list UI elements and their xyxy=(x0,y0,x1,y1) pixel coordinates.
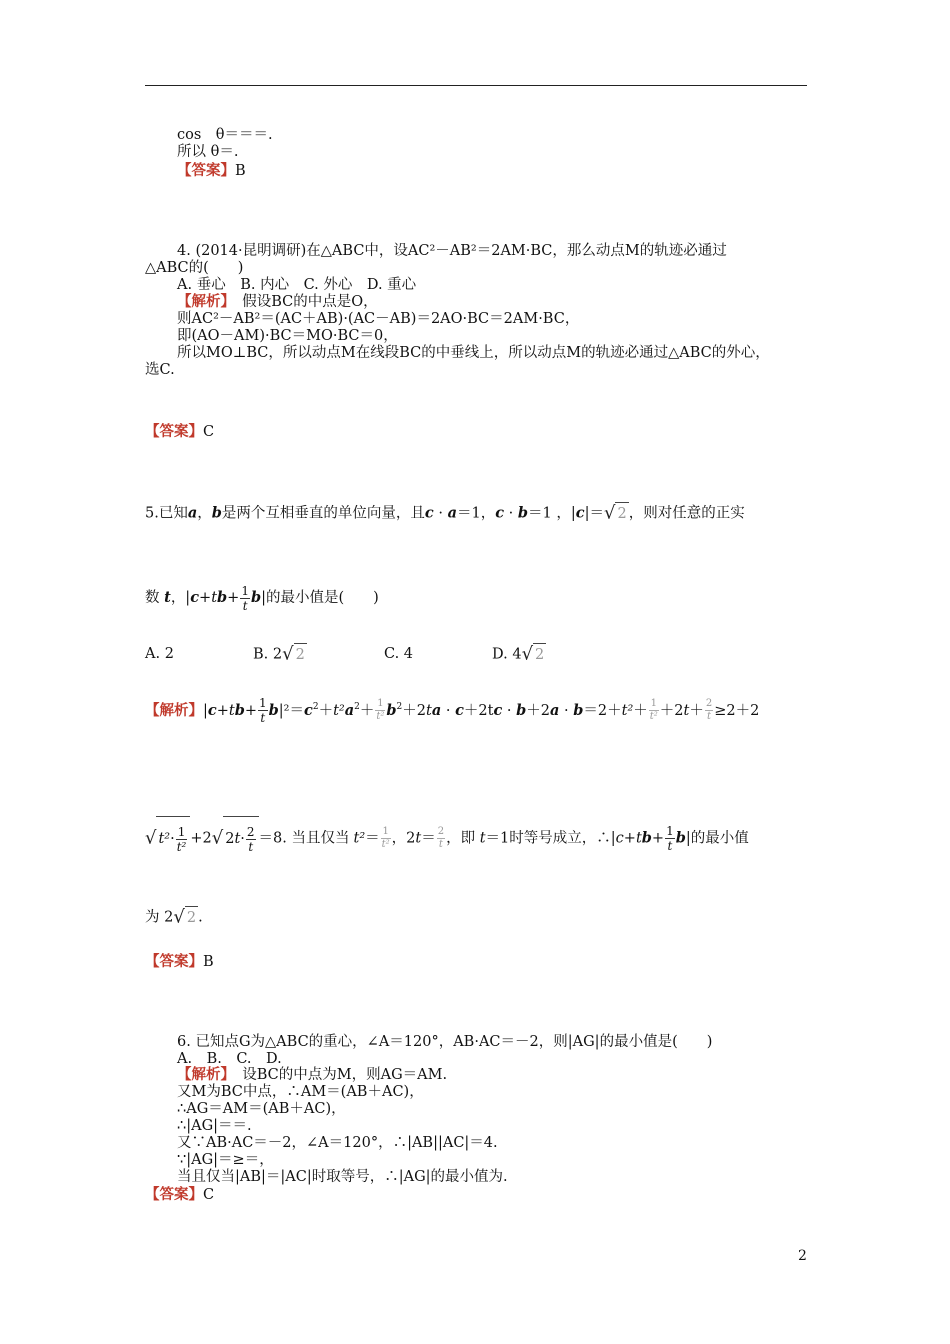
frac-den: t xyxy=(707,711,712,723)
sol-text: ≥2＋2 xyxy=(714,702,760,719)
sol-text: +2 xyxy=(190,830,212,847)
sol-text: ＋2 xyxy=(402,702,426,719)
q6-answer xyxy=(145,1186,214,1204)
t-squared: t² xyxy=(353,830,366,847)
plus-op: + xyxy=(227,590,240,606)
dot-op: · xyxy=(441,702,456,719)
answer-tag: 【答案】 xyxy=(177,162,235,179)
var-t: t xyxy=(683,702,690,719)
sol-text: ＋2 xyxy=(659,702,684,719)
q6-analysis-4: ∴|AG|＝＝. xyxy=(177,1118,252,1134)
vec-a: a xyxy=(447,504,457,522)
vec-c: c xyxy=(455,701,464,719)
coef: 2 xyxy=(225,831,235,847)
frac-num: 1 xyxy=(259,696,267,711)
answer-tag: 【答案】 xyxy=(145,953,203,970)
q6-analysis-5: 又∵AB·AC＝－2，∠A＝120°，∴|AB||AC|＝4. xyxy=(177,1135,498,1151)
vec-c: c xyxy=(493,701,503,719)
q5-text: ＝1 ，| xyxy=(528,505,576,522)
q4-options: A. 垂心 B. 内心 C. 外心 D. 重心 xyxy=(177,277,417,293)
q6-analysis-6: ∵|AG|＝≥＝， xyxy=(177,1152,274,1168)
answer-tag: 【答案】 xyxy=(145,423,203,440)
fraction-1-over-t xyxy=(665,824,675,853)
fraction-1-over-t2 xyxy=(176,825,188,854)
vec-b: b xyxy=(250,589,262,606)
q6-analysis-text-1: 设BC的中点为M，则AG＝AM. xyxy=(227,1067,448,1083)
q4-analysis-3: 即(AO－AM)·BC＝MO·BC＝0， xyxy=(177,328,398,344)
sol-text: ，即 xyxy=(446,830,480,847)
sol-text: 为 2 xyxy=(145,909,174,926)
analysis-tag: 【解析】 xyxy=(177,293,228,310)
var-t: t xyxy=(479,830,486,847)
q5-text: ＝1， xyxy=(456,505,496,522)
var-t: t xyxy=(426,702,432,719)
prev-cos-line: cos θ＝＝＝. xyxy=(177,127,273,143)
vec-b: b xyxy=(217,589,228,606)
page-number: 2 xyxy=(798,1248,807,1264)
frac-den: t² xyxy=(376,711,385,723)
sol-text: |的最小值 xyxy=(685,830,749,847)
answer-tag: 【答案】 xyxy=(145,1186,203,1203)
dot-op: · xyxy=(559,702,574,719)
vec-b: b xyxy=(573,701,584,719)
q5-stem-line2 xyxy=(145,580,379,616)
prev-answer xyxy=(177,162,246,180)
q5-text: 5.已知 xyxy=(145,505,188,522)
frac-den: t xyxy=(242,598,248,613)
sol-text: ＝8. 当且仅当 xyxy=(258,830,350,847)
vec-b: b xyxy=(641,829,652,847)
q4-analysis-1 xyxy=(177,293,378,311)
var-t: t xyxy=(164,589,171,606)
frac-num: 1 xyxy=(650,698,657,710)
var-t: t xyxy=(415,830,422,847)
var-t: t xyxy=(234,831,241,847)
sol-text: ＋ xyxy=(689,702,704,719)
var-t: t xyxy=(211,590,218,606)
q5-text: |的最小值是( ) xyxy=(261,590,379,606)
q4-answer xyxy=(145,423,214,441)
t-squared: t² xyxy=(621,702,634,719)
sol-text: ＝2＋ xyxy=(583,702,622,719)
var-t: t xyxy=(228,702,235,719)
q5-text: ， xyxy=(197,505,212,522)
var-t: t xyxy=(635,830,642,847)
header-rule xyxy=(145,85,807,86)
sol-text: |²＝ xyxy=(278,702,304,719)
frac-num: 1 xyxy=(241,583,249,598)
sqrt-radicand: 2 xyxy=(533,643,546,666)
answer-value: B xyxy=(235,163,246,179)
fraction-1-over-t xyxy=(240,584,250,613)
q5-solution-line1: 【解析】|c+tb+ $\frac{1}{t}$ $b|^2=c^2+t^2a^2+$ $\frac{1}{\text{t²}}$ $b^2+2ta \cdot c+2tc \cdot b+2a \cdot b=2+t^2+$ $\frac{1}{\text{t²}}$ ＋2t＋ $\frac{2}{t}$ ≥2＋2 xyxy=(145,696,760,726)
frac-den: t xyxy=(667,839,673,853)
frac-den: t² xyxy=(176,839,187,854)
q5-text: ，则对任意的正实 xyxy=(628,505,745,522)
plus-op: + xyxy=(651,830,665,847)
sol-text: ，2 xyxy=(391,830,416,847)
frac-num: 2 xyxy=(705,698,713,710)
q5-text: 数 xyxy=(145,590,165,606)
vec-a: a xyxy=(344,701,355,719)
q5-solution-line3 xyxy=(145,906,203,929)
sol-text: ＝ xyxy=(421,830,436,847)
vec-c: c xyxy=(575,504,585,522)
vec-b: b xyxy=(516,701,527,719)
q5-option-b xyxy=(253,643,307,666)
sqrt-radicand: 2 xyxy=(294,643,307,666)
dot-op: · xyxy=(240,831,245,847)
sqrt-2: √ 2 xyxy=(521,643,545,665)
q5-stem-line1 xyxy=(145,502,745,525)
q4-stem-line2: △ABC的( ) xyxy=(145,260,244,276)
q6-analysis-2: 又M为BC中点，∴AM＝(AB＋AC)， xyxy=(177,1084,424,1100)
q5-text: |＝ xyxy=(584,505,604,522)
fraction-2-over-t xyxy=(437,826,445,851)
sqrt-radicand: 2 xyxy=(615,502,628,525)
vec-b: b xyxy=(675,829,686,847)
fraction-1-over-t2 xyxy=(381,826,391,851)
sol-text: ＝1时等号成立，∴| xyxy=(485,830,616,847)
plus-op: + xyxy=(244,702,258,719)
sqrt-t2-times-1-over-t2: √ t²· $\frac{1}{\text{t²}}$ xyxy=(145,816,190,861)
fraction-1-over-t2 xyxy=(375,698,385,723)
plus-op: + xyxy=(623,830,636,847)
frac-num: 2 xyxy=(246,824,255,839)
q4-analysis-4: 所以MO⊥BC，所以动点M在线段BC的中垂线上，所以动点M的轨迹必通过△ABC的外心， xyxy=(177,345,770,361)
frac-den: t xyxy=(260,711,266,726)
dot-op: · xyxy=(502,702,517,719)
sol-text: ＋ xyxy=(359,702,375,719)
answer-value: B xyxy=(203,954,214,970)
vec-c: c xyxy=(304,701,313,719)
vec-c: c xyxy=(495,504,505,522)
vec-c: c xyxy=(190,589,200,606)
frac-num: 1 xyxy=(666,824,674,838)
prev-so-line: 所以 θ＝. xyxy=(177,144,239,160)
q6-stem: 6. 已知点G为△ABC的重心，∠A＝120°，AB·AC＝－2，则|AG|的最小值是( ) xyxy=(177,1034,713,1050)
frac-den: t xyxy=(248,839,254,854)
q5-text: 是两个互相垂直的单位向量，且 xyxy=(221,505,425,522)
sqrt-radicand: 2 xyxy=(185,906,198,929)
answer-value: C xyxy=(203,424,215,440)
option-text: B. 2 xyxy=(253,646,283,663)
fraction-1-over-t2 xyxy=(649,698,659,723)
frac-num: 1 xyxy=(177,824,186,839)
vec-b: b xyxy=(234,701,245,719)
q5-option-a: A. 2 xyxy=(145,646,174,662)
vec-a: a xyxy=(550,701,560,719)
frac-num: 1 xyxy=(382,826,389,837)
frac-num: 2 xyxy=(437,826,445,837)
q6-analysis-1 xyxy=(177,1066,447,1084)
frac-den: t² xyxy=(649,711,658,723)
q4-analysis-text-1: 假设BC的中点是O， xyxy=(227,294,378,310)
q5-solution-line2 xyxy=(145,816,749,861)
frac-num: 1 xyxy=(377,698,384,710)
q6-analysis-7: 当且仅当|AB|＝|AC|时取等号，∴|AG|的最小值为. xyxy=(177,1169,508,1185)
sol-text: ＝ xyxy=(365,830,380,847)
q5-answer xyxy=(145,953,214,971)
vec-c: c xyxy=(207,701,217,719)
sol-text: ＋ xyxy=(633,702,648,719)
vec-a: a xyxy=(431,701,442,719)
vec-c: c xyxy=(424,504,434,522)
sol-text: ＋ xyxy=(318,702,334,719)
vec-c: c xyxy=(615,830,624,847)
q6-analysis-3: ∴AG＝AM＝(AB＋AC)， xyxy=(177,1101,346,1117)
sol-text: ＋2 xyxy=(526,702,551,719)
dot-op: · xyxy=(170,831,175,847)
dot-op: · xyxy=(504,505,518,522)
vec-b: b xyxy=(517,504,529,522)
sqrt-2: √ 2 xyxy=(173,906,197,928)
frac-den: t² xyxy=(381,839,390,850)
t-squared: t² xyxy=(333,702,345,719)
analysis-tag: 【解析】 xyxy=(177,1066,228,1083)
sqrt-2: √ 2 xyxy=(282,643,305,665)
vec-b: b xyxy=(386,701,397,719)
fraction-1-over-t xyxy=(258,696,268,725)
frac-den: t xyxy=(438,839,443,850)
t-squared: t² xyxy=(158,831,171,847)
dot-op: · xyxy=(433,505,448,522)
sqrt-2t-times-2-over-t: √ 2t· $\frac{2}{t}$ xyxy=(212,816,259,861)
vec-a: a xyxy=(187,504,198,522)
answer-value: C xyxy=(203,1187,215,1203)
vec-b: b xyxy=(211,504,222,522)
sol-text: . xyxy=(198,909,203,926)
fraction-2-over-t xyxy=(705,698,713,723)
option-text: D. 4 xyxy=(492,646,522,663)
q5-text: ，| xyxy=(170,590,191,606)
q4-analysis-2: 则AC²－AB²＝(AC＋AB)·(AC－AB)＝2AO·BC＝2AM·BC， xyxy=(177,311,580,327)
sol-text: ＋2t xyxy=(463,702,494,719)
q6-options: A. B. C. D. xyxy=(177,1051,282,1067)
q5-option-d xyxy=(492,643,546,666)
fraction-2-over-t xyxy=(246,825,256,854)
vec-b: b xyxy=(268,701,279,719)
q4-stem-line1: 4. (2014·昆明调研)在△ABC中，设AC²－AB²＝2AM·BC，那么动点M的轨迹必通过 xyxy=(177,243,727,259)
q4-analysis-5: 选C. xyxy=(145,362,175,378)
sqrt-2: √ 2 xyxy=(603,502,627,524)
analysis-tag: 【解析】 xyxy=(145,701,203,719)
plus-op: + xyxy=(199,590,212,606)
q5-option-c: C. 4 xyxy=(384,646,414,662)
plus-op: + xyxy=(216,702,229,719)
